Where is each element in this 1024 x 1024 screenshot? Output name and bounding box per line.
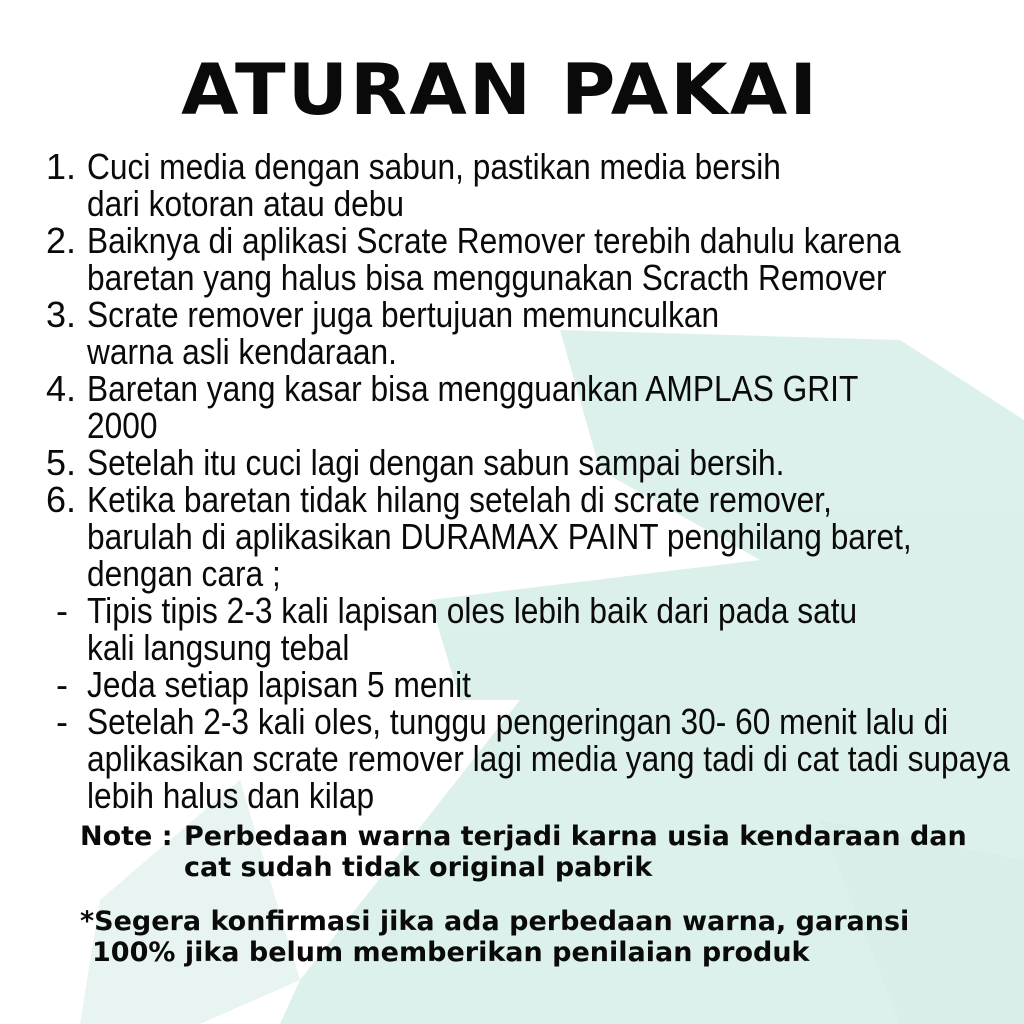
step-text: Baretan yang kasar bisa mengguankan AMPLAS GRIT 2000 <box>87 368 858 446</box>
sub-step-dash: - <box>56 701 68 742</box>
step-item <box>46 370 1021 444</box>
note-text: Perbedaan warna terjadi karna usia kendaraan dan cat sudah tidak original pabrik <box>184 821 967 883</box>
sub-step-text: Tipis tipis 2-3 kali lapisan oles lebih baik dari pada satu kali langsung tebal <box>87 590 858 668</box>
step-item <box>46 222 1021 296</box>
confirmation-line-2: 100% jika belum memberikan penilaian produk <box>92 937 810 968</box>
sub-step-text: Setelah 2-3 kali oles, tunggu pengeringan 30- 60 menit lalu di aplikasikan scrate remover lagi media yang tadi di cat tadi supaya lebih halus dan kilap <box>87 701 1010 816</box>
step-text: Setelah itu cuci lagi dengan sabun sampai bersih. <box>87 442 785 483</box>
sub-step-dash: - <box>56 590 68 631</box>
step-text: Scrate remover juga bertujuan memunculkan warna asli kendaraan. <box>87 294 720 372</box>
sub-step-item <box>56 703 1021 814</box>
step-text: Baiknya di aplikasi Scrate Remover terebih dahulu karena baretan yang halus bisa menggunakan Scracth Remover <box>87 220 901 298</box>
confirmation-line-1: *Segera konfirmasi jika ada perbedaan warna, garansi <box>80 906 910 937</box>
step-number: 6. <box>46 479 77 520</box>
step-number: 1. <box>46 146 77 187</box>
step-number: 3. <box>46 294 77 335</box>
step-number: 4. <box>46 368 77 409</box>
sub-steps-list <box>46 592 1021 814</box>
step-text: Ketika baretan tidak hilang setelah di scrate remover, barulah di aplikasikan DURAMAX PAINT penghilang baret, dengan cara ; <box>87 479 912 594</box>
sub-step-item <box>56 592 1021 666</box>
sub-step-text: Jeda setiap lapisan 5 menit <box>87 664 471 705</box>
page-title: ATURAN PAKAI <box>181 49 820 131</box>
step-number: 5. <box>46 442 77 483</box>
steps-list <box>46 148 1021 814</box>
step-item <box>46 296 1021 370</box>
step-item <box>46 444 1021 481</box>
step-text: Cuci media dengan sabun, pastikan media bersih dari kotoran atau debu <box>87 146 781 224</box>
sub-step-dash: - <box>56 664 68 705</box>
sub-step-item <box>56 666 1021 703</box>
step-item <box>46 148 1021 222</box>
step-item <box>46 481 1021 592</box>
note-label: Note : <box>80 821 173 852</box>
note-block <box>80 821 980 883</box>
confirmation-notice <box>80 906 1000 968</box>
step-number: 2. <box>46 220 77 261</box>
